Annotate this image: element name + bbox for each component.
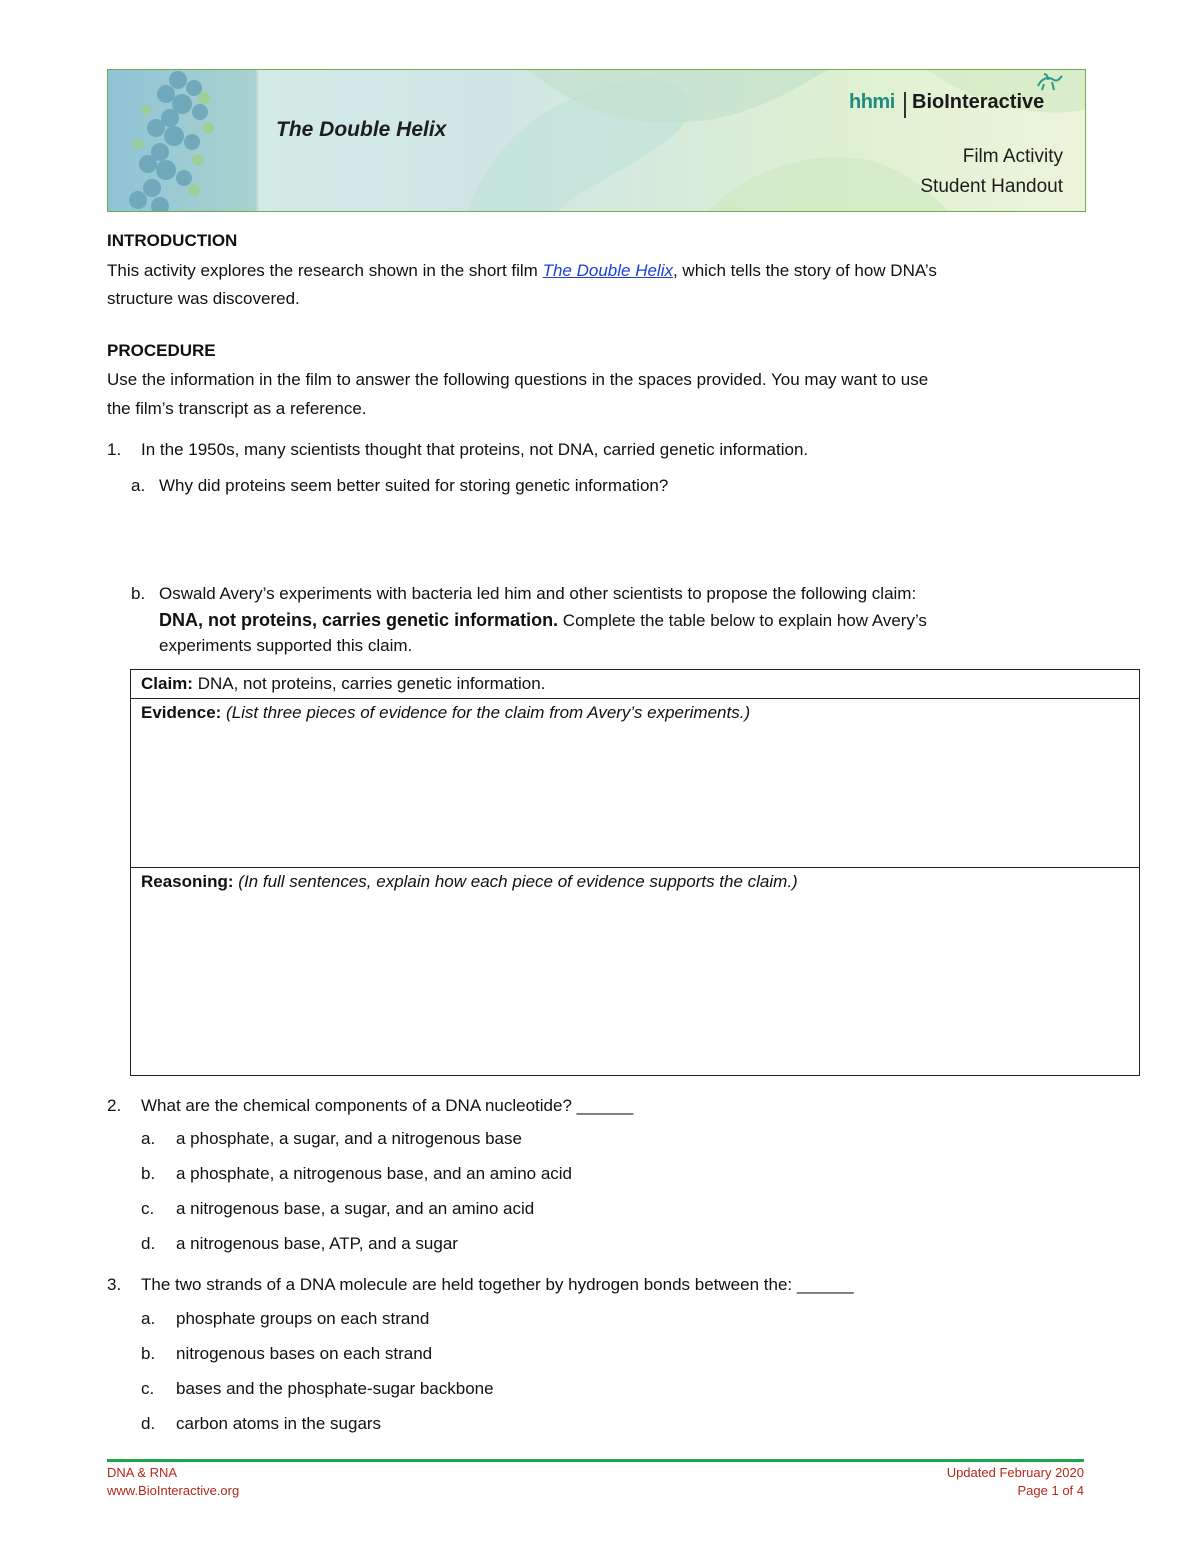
footer-page-number: Page 1 of 4 bbox=[1017, 1483, 1084, 1498]
hhmi-logo: hhmi bbox=[849, 91, 895, 113]
logo-divider bbox=[904, 92, 906, 118]
question-1b-label: b. bbox=[131, 584, 146, 603]
question-3-option-label: c. bbox=[141, 1379, 155, 1398]
question-1-text: In the 1950s, many scientists thought that proteins, not DNA, carried genetic information. bbox=[141, 440, 809, 459]
question-2-number: 2. bbox=[107, 1096, 122, 1115]
introduction-text-line2: structure was discovered. bbox=[107, 289, 300, 308]
question-3-text: The two strands of a DNA molecule are held together by hydrogen bonds between the: ______ bbox=[141, 1275, 854, 1294]
introduction-text-start: This activity explores the research shown in the short film bbox=[107, 261, 543, 280]
banner-subtitle-activity: Film Activity bbox=[962, 146, 1063, 167]
question-3-option-text: phosphate groups on each strand bbox=[176, 1309, 430, 1328]
question-1a-text: Why did proteins seem better suited for storing genetic information? bbox=[159, 476, 669, 495]
procedure-text-line2: the film’s transcript as a reference. bbox=[107, 399, 367, 418]
question-3-number: 3. bbox=[107, 1275, 122, 1294]
introduction-text-end: , which tells the story of how DNA’s bbox=[672, 261, 937, 280]
claim-row bbox=[131, 670, 1139, 699]
header-banner bbox=[107, 69, 1086, 212]
claim-label: Claim: bbox=[141, 674, 193, 693]
question-3-option-label: d. bbox=[141, 1414, 156, 1433]
lizard-logo-icon bbox=[1034, 72, 1064, 94]
question-2-option-text: a nitrogenous base, a sugar, and an amino acid bbox=[176, 1199, 535, 1218]
question-2-option-text: a phosphate, a sugar, and a nitrogenous base bbox=[176, 1129, 522, 1148]
footer-updated-date: Updated February 2020 bbox=[946, 1465, 1084, 1480]
footer-website[interactable]: www.BioInteractive.org bbox=[107, 1483, 240, 1498]
biointeractive-logo: BioInteractive bbox=[912, 91, 1045, 113]
question-2-option-text: a phosphate, a nitrogenous base, and an amino acid bbox=[176, 1164, 573, 1183]
footer-rule bbox=[107, 1459, 1084, 1462]
reasoning-cell bbox=[141, 872, 798, 892]
question-1-number: 1. bbox=[107, 440, 122, 459]
question-2-option-label: d. bbox=[141, 1234, 156, 1253]
question-2-option-label: a. bbox=[141, 1129, 156, 1148]
procedure-heading: PROCEDURE bbox=[107, 341, 216, 360]
claim-evidence-reasoning-table bbox=[130, 669, 1140, 1076]
question-1b-line2-rest: Complete the table below to explain how Avery’s bbox=[558, 611, 927, 630]
banner-subtitle-handout: Student Handout bbox=[920, 176, 1063, 197]
question-3-option-text: bases and the phosphate-sugar backbone bbox=[176, 1379, 494, 1398]
reasoning-row[interactable] bbox=[131, 868, 1139, 1074]
evidence-label: Evidence: bbox=[141, 703, 222, 722]
reasoning-instructions: (In full sentences, explain how each piece of evidence supports the claim.) bbox=[233, 872, 798, 891]
question-2-option-label: b. bbox=[141, 1164, 156, 1183]
claim-cell bbox=[141, 674, 545, 694]
claim-text: DNA, not proteins, carries genetic information. bbox=[192, 674, 546, 693]
question-1b-line1: Oswald Avery’s experiments with bacteria led him and other scientists to propose the following claim: bbox=[159, 584, 917, 603]
procedure-text-line1: Use the information in the film to answer the following questions in the spaces provided. You may want to use bbox=[107, 370, 929, 389]
question-1b-line3: experiments supported this claim. bbox=[159, 636, 413, 655]
introduction-heading: INTRODUCTION bbox=[107, 231, 238, 250]
question-3-option-label: b. bbox=[141, 1344, 156, 1363]
introduction-text bbox=[107, 257, 1087, 285]
reasoning-label: Reasoning: bbox=[141, 872, 234, 891]
question-2-option-label: c. bbox=[141, 1199, 155, 1218]
evidence-row[interactable] bbox=[131, 699, 1139, 868]
question-2-option-text: a nitrogenous base, ATP, and a sugar bbox=[176, 1234, 458, 1253]
film-link[interactable]: The Double Helix bbox=[542, 261, 673, 280]
document-title: The Double Helix bbox=[276, 118, 447, 141]
evidence-cell bbox=[141, 703, 750, 723]
question-1b-line2 bbox=[159, 610, 927, 631]
evidence-instructions: (List three pieces of evidence for the claim from Avery’s experiments.) bbox=[221, 703, 751, 722]
question-3-option-text: carbon atoms in the sugars bbox=[176, 1414, 382, 1433]
question-3-option-text: nitrogenous bases on each strand bbox=[176, 1344, 433, 1363]
claim-statement: DNA, not proteins, carries genetic information. bbox=[159, 610, 559, 630]
question-3-option-label: a. bbox=[141, 1309, 156, 1328]
question-2-text: What are the chemical components of a DNA nucleotide? ______ bbox=[141, 1096, 634, 1115]
footer-topic: DNA & RNA bbox=[107, 1465, 178, 1480]
question-1a-label: a. bbox=[131, 476, 146, 495]
